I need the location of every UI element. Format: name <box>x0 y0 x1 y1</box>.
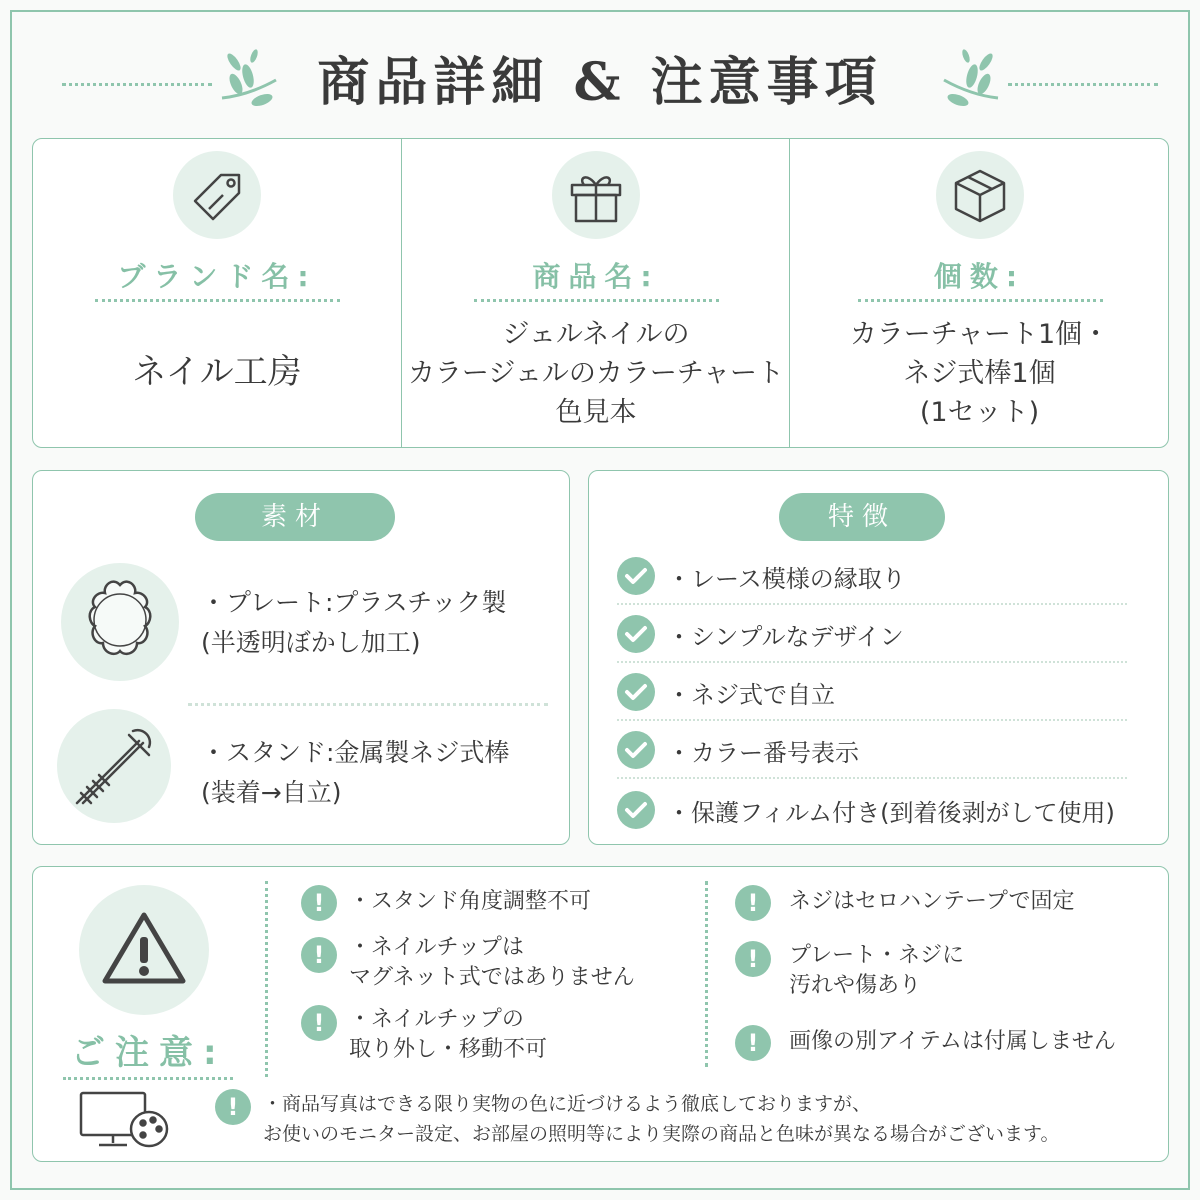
caution-item-text: プレート・ネジに 汚れや傷あり <box>789 943 965 998</box>
leaf-branch-icon <box>936 40 1006 110</box>
material-stand-text: ・スタンド:金属製ネジ式棒 (装着→自立) <box>201 738 510 807</box>
check-icon <box>617 731 655 769</box>
caution-card <box>32 866 1169 1162</box>
caution-title: ご注意: <box>71 1033 227 1073</box>
exclamation-icon: ! <box>301 937 337 973</box>
brand-value: ネイル工房 <box>132 352 302 392</box>
product-name-label: 商品名: <box>532 260 660 293</box>
check-icon <box>617 615 655 653</box>
caution-item-text: ・スタンド角度調整不可 <box>349 889 592 914</box>
feature-item <box>617 665 1127 721</box>
feature-divider <box>617 603 1127 605</box>
caution-item-text: ネジはセロハンテープで固定 <box>789 889 1075 914</box>
monitor-palette-icon <box>77 1089 173 1151</box>
brand-column <box>33 139 401 447</box>
screw-rod-icon <box>57 709 171 823</box>
caution-dotted-divider <box>63 1077 233 1080</box>
exclamation-icon: ! <box>735 885 771 921</box>
feature-text: ・保護フィルム付き(到着後剥がして使用) <box>667 799 1115 827</box>
feature-text: ・カラー番号表示 <box>667 739 859 767</box>
feature-text: ・レース模様の縁取り <box>667 565 906 593</box>
caution-vertical-divider <box>265 881 268 1077</box>
column-divider <box>789 139 790 447</box>
lace-plate-icon <box>61 563 179 681</box>
material-card <box>32 470 570 845</box>
caution-item-text: ・ネイルチップは マグネット式ではありません <box>349 935 635 990</box>
caution-item-text: 画像の別アイテムは付属しません <box>789 1029 1116 1054</box>
page-title: 商品詳細 & 注意事項 <box>317 52 883 113</box>
feature-divider <box>617 661 1127 663</box>
warning-triangle-icon <box>79 885 209 1015</box>
package-box-icon <box>936 151 1024 239</box>
feature-divider <box>617 777 1127 779</box>
exclamation-icon: ! <box>735 1025 771 1061</box>
exclamation-icon: ! <box>735 941 771 977</box>
exclamation-icon: ! <box>301 885 337 921</box>
exclamation-icon: ! <box>301 1005 337 1041</box>
check-icon <box>617 673 655 711</box>
header-dotted-line-right <box>1008 83 1158 86</box>
quantity-dotted-divider <box>858 299 1103 302</box>
caution-vertical-divider <box>705 881 708 1067</box>
check-icon <box>617 557 655 595</box>
feature-text: ・シンプルなデザイン <box>667 623 904 651</box>
caution-item-text: ・ネイルチップの 取り外し・移動不可 <box>349 1007 548 1062</box>
feature-divider <box>617 719 1127 721</box>
product-info-card <box>32 138 1169 448</box>
column-divider <box>401 139 402 447</box>
check-icon <box>617 791 655 829</box>
material-plate-text: ・プレート:プラスチック製 (半透明ぼかし加工) <box>201 588 507 657</box>
price-tag-icon <box>173 151 261 239</box>
caution-header <box>33 867 268 1077</box>
quantity-column <box>791 139 1168 447</box>
features-card <box>588 470 1169 845</box>
quantity-value: カラーチャート1個・ ネジ式棒1個 (1セット) <box>849 319 1110 428</box>
exclamation-icon: ! <box>215 1089 251 1125</box>
feature-item <box>617 783 1127 839</box>
product-name-dotted-divider <box>474 299 719 302</box>
brand-dotted-divider <box>95 299 340 302</box>
quantity-label: 個数: <box>933 260 1026 293</box>
caution-footer-note: ・商品写真はできる限り実物の色に近づけるよう徹底しておりますが、 お使いのモニター設定、お部屋の照明等により実際の商品と色味が異なる場合がございます。 <box>263 1093 1060 1145</box>
feature-text: ・ネジ式で自立 <box>667 681 835 709</box>
header <box>0 30 1200 120</box>
product-name-column <box>403 139 789 447</box>
feature-item <box>617 549 1127 605</box>
features-title-badge: 特徴 <box>779 493 945 541</box>
feature-item <box>617 607 1127 663</box>
feature-item <box>617 723 1127 779</box>
product-name-value: ジェルネイルの カラージェルのカラーチャート 色見本 <box>407 319 785 428</box>
brand-label: ブランド名: <box>117 260 317 293</box>
gift-box-icon <box>552 151 640 239</box>
material-dotted-divider <box>188 703 548 706</box>
material-title-badge: 素材 <box>195 493 395 541</box>
